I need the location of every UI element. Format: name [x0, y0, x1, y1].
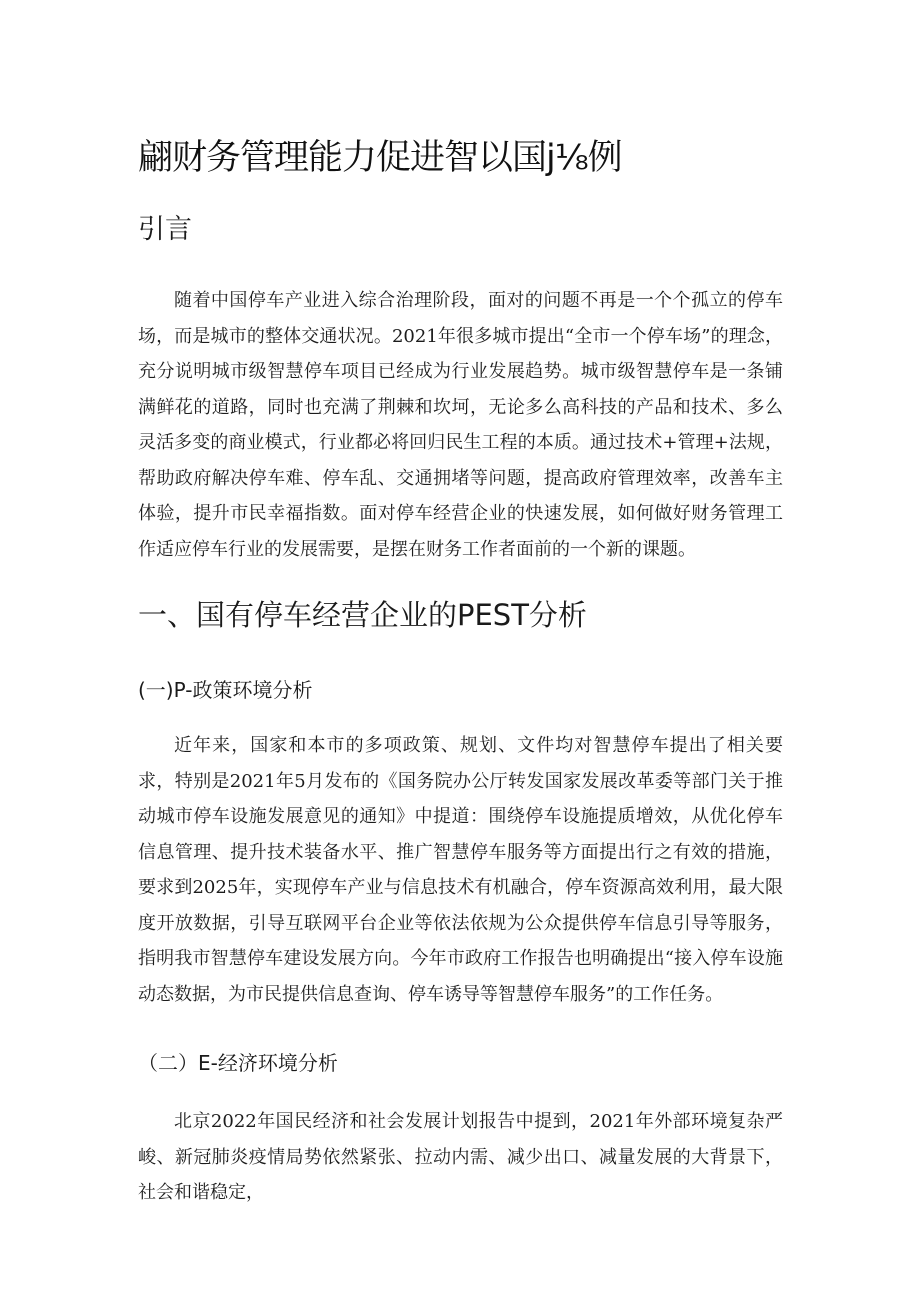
- section-heading-pest: 一、国有停车经营企业的PEST分析: [138, 598, 587, 632]
- document-title: 翩财务管理能力促进智以国j⅛例: [138, 138, 622, 178]
- policy-paragraph: 近年来，国家和本市的多项政策、规划、文件均对智慧停车提出了相关要求，特别是2021年5月发布的《国务院办公厅转发国家发展改革委等部门关于推动城市停车设施发展意见的通知》中提道：围绕停车设施提质增效，从优化停车信息管理、提升技术装备水平、推广智慧停车服务等方面提出行之有效的措施，要求到2025年，实现停车产业与信息技术有机融合，停车资源高效利用，最大限度开放数据，引导互联网平台企业等依法依规为公众提供停车信息引导等服务，指明我市智慧停车建设发展方向。今年市政府工作报告也明确提出“接入停车设施动态数据，为市民提供信息查询、停车诱导等智慧停车服务”的工作任务。: [138, 735, 783, 1005]
- intro-paragraph: 随着中国停车产业进入综合治理阶段，面对的问题不再是一个个孤立的停车场，而是城市的整体交通状况。2021年很多城市提出“全市一个停车场”的理念，充分说明城市级智慧停车项目已经成为行业发展趋势。城市级智慧停车是一条铺满鲜花的道路，同时也充满了荆棘和坎坷，无论多么高科技的产品和技术、多么灵活多变的商业模式，行业都必将回归民生工程的本质。通过技术+管理+法规，帮助政府解决停车难、停车乱、交通拥堵等问题，提高政府管理效率，改善车主体验，提升市民幸福指数。面对停车经营企业的快速发展，如何做好财务管理工作适应停车行业的发展需要，是摆在财务工作者面前的一个新的课题。: [138, 290, 783, 560]
- intro-heading: 引言: [138, 214, 192, 245]
- subsection-heading-economy: （二）E-经济环境分析: [138, 1051, 338, 1075]
- subsection-heading-policy: (一)P-政策环境分析: [138, 678, 313, 702]
- economy-paragraph: 北京2022年国民经济和社会发展计划报告中提到，2021年外部环境复杂严峻、新冠肺炎疫情局势依然紧张、拉动内需、减少出口、减量发展的大背景下，社会和谐稳定，: [138, 1111, 783, 1203]
